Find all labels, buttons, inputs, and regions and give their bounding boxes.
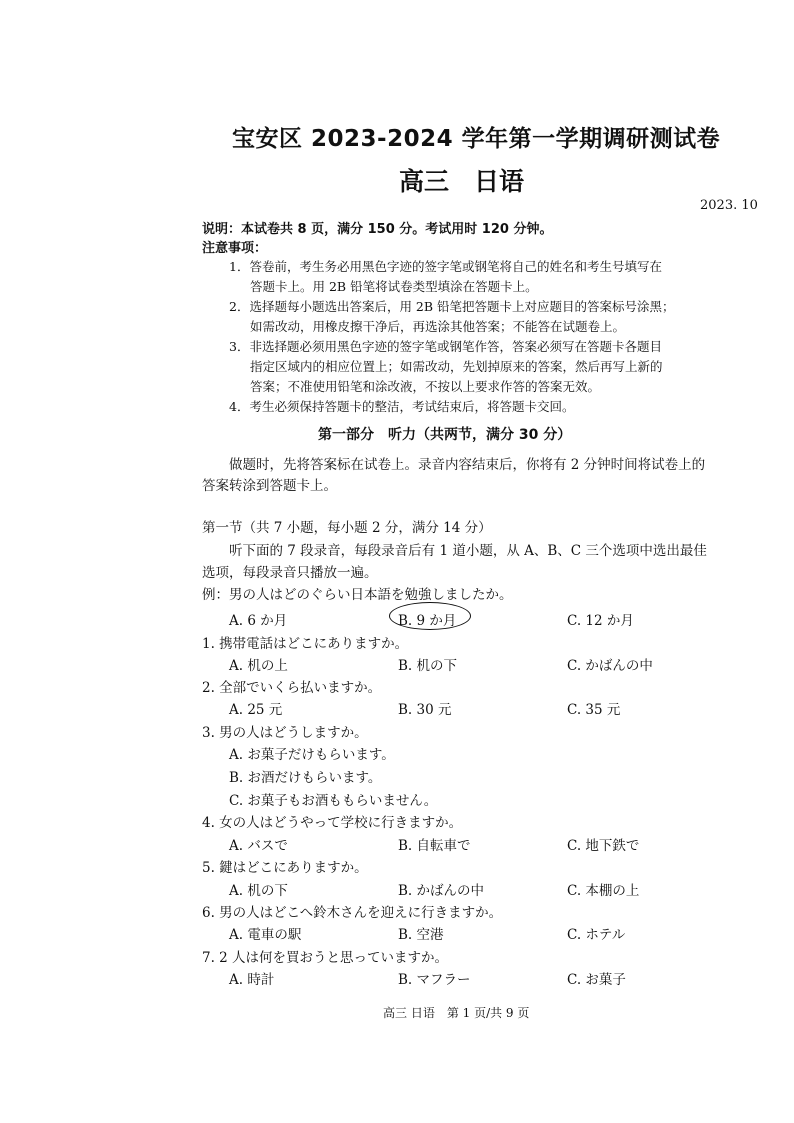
- q1-option-a: A. 机の上: [229, 658, 288, 674]
- q7-option-c: C. お菓子: [567, 972, 626, 988]
- question-2: 2. 全部でいくら払いますか。: [202, 680, 382, 696]
- q6-option-b: B. 空港: [398, 927, 444, 943]
- q4-option-b: B. 自転車で: [398, 838, 471, 854]
- part1-intro-line-2: 答案转涂到答题卡上。: [202, 478, 337, 494]
- page-footer: 高三 日语 第 1 页/共 9 页: [383, 1006, 530, 1020]
- q7-option-b: B. マフラー: [398, 972, 471, 988]
- note-3-line-2: 指定区域内的相应位置上；如需改动，先划掉原来的答案，然后再写上新的: [250, 359, 663, 374]
- q3-option-b: B. お酒だけもらいます。: [229, 770, 382, 786]
- q1-option-c: C. かばんの中: [567, 658, 653, 674]
- note-1-line-1: 1．答卷前，考生务必用黑色字迹的签字笔或钢笔将自己的姓名和考生号填写在: [229, 259, 662, 274]
- q5-option-b: B. かばんの中: [398, 883, 485, 899]
- q2-option-a: A. 25 元: [229, 702, 283, 718]
- note-2-line-2: 如需改动，用橡皮擦干净后，再选涂其他答案；不能答在试题卷上。: [250, 319, 626, 334]
- q2-option-b: B. 30 元: [398, 702, 452, 718]
- q2-option-c: C. 35 元: [567, 702, 621, 718]
- part1-heading: 第一部分 听力（共两节，满分 30 分）: [318, 427, 572, 443]
- q4-option-a: A. バスで: [229, 838, 288, 854]
- question-6: 6. 男の人はどこへ鈴木さんを迎えに行きますか。: [202, 905, 503, 921]
- notes-heading: 注意事项：: [202, 241, 268, 256]
- q5-option-a: A. 机の下: [229, 883, 288, 899]
- q4-option-c: C. 地下鉄で: [567, 838, 640, 854]
- exam-title: 宝安区 2023-2024 学年第一学期调研测试卷: [232, 126, 721, 152]
- q7-option-a: A. 時計: [229, 972, 275, 988]
- question-3: 3. 男の人はどうしますか。: [202, 725, 368, 741]
- section1-intro-line-2: 选项，每段录音只播放一遍。: [202, 565, 378, 581]
- note-2-line-1: 2．选择题每小题选出答案后，用 2B 铅笔把答题卡上对应题目的答案标号涂黑；: [229, 299, 675, 314]
- note-3-line-1: 3．非选择题必须用黑色字迹的签字笔或钢笔作答，答案必须写在答题卡各题目: [229, 339, 662, 354]
- note-3-line-3: 答案；不准使用铅笔和涂改液，不按以上要求作答的答案无效。: [250, 379, 601, 394]
- q6-option-a: A. 電車の駅: [229, 927, 302, 943]
- example-question: 例：男の人はどのぐらい日本語を勉強しましたか。: [202, 587, 513, 603]
- example-option-b: B. 9 か月: [398, 613, 457, 629]
- question-1: 1. 携帯電話はどこにありますか。: [202, 636, 409, 652]
- section1-intro-line-1: 听下面的 7 段录音，每段录音后有 1 道小题，从 A、B、C 三个选项中选出最佳: [229, 543, 707, 559]
- question-5: 5. 鍵はどこにありますか。: [202, 860, 368, 876]
- note-1-line-2: 答题卡上。用 2B 铅笔将试卷类型填涂在答题卡上。: [250, 279, 538, 294]
- note-4-line-1: 4．考生必须保持答题卡的整洁，考试结束后，将答题卡交回。: [229, 399, 575, 414]
- exam-statement: 说明：本试卷共 8 页，满分 150 分。考试用时 120 分钟。: [202, 222, 553, 237]
- q3-option-c: C. お菓子もお酒ももらいません。: [229, 793, 438, 809]
- q1-option-b: B. 机の下: [398, 658, 458, 674]
- part1-intro-line-1: 做题时，先将答案标在试卷上。录音内容结束后，你将有 2 分钟时间将试卷上的: [229, 457, 706, 473]
- question-7: 7. 2 人は何を買おうと思っていますか。: [202, 950, 449, 966]
- exam-subtitle: 高三 日语: [399, 167, 525, 196]
- exam-date: 2023. 10: [700, 198, 758, 213]
- example-option-c: C. 12 か月: [567, 613, 634, 629]
- q5-option-c: C. 本棚の上: [567, 883, 640, 899]
- q3-option-a: A. お菓子だけもらいます。: [229, 747, 395, 763]
- section1-heading: 第一节（共 7 小题，每小题 2 分，满分 14 分）: [202, 520, 492, 536]
- example-option-a: A. 6 か月: [229, 613, 288, 629]
- q6-option-c: C. ホテル: [567, 927, 626, 943]
- question-4: 4. 女の人はどうやって学校に行きますか。: [202, 815, 463, 831]
